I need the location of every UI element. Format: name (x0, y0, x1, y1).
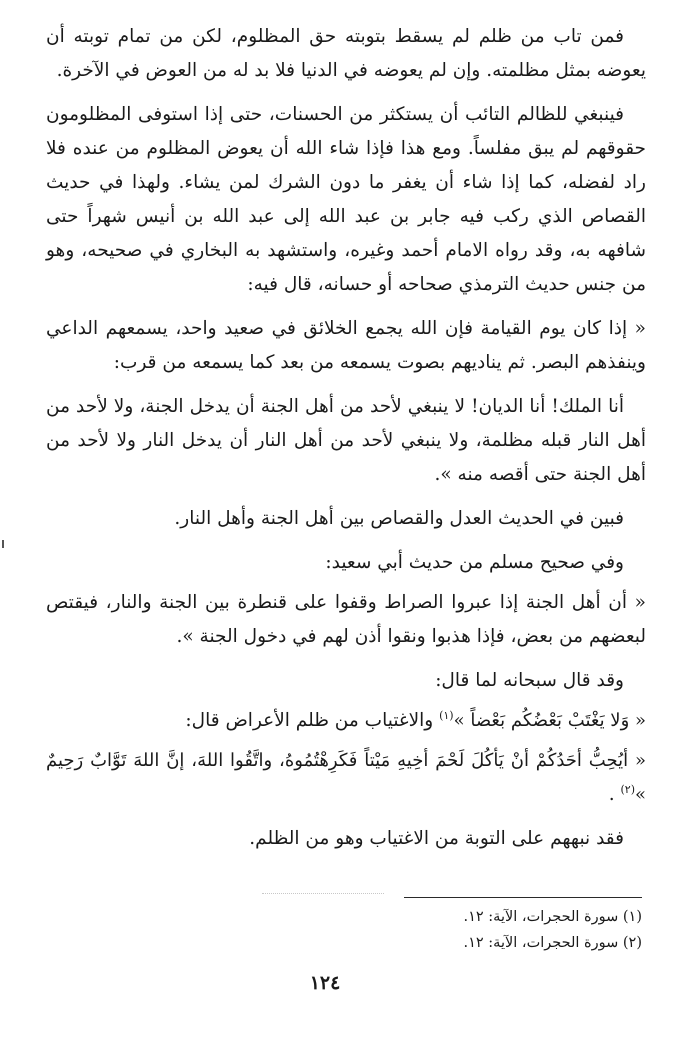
paragraph-text: وقد قال سبحانه لما قال: (435, 670, 624, 691)
footnote-ref-2: (٢) (620, 782, 635, 796)
footnote-2: (٢) سورة الحجرات، الآية: ١٢. (463, 935, 642, 951)
footnote-1: (١) سورة الحجرات، الآية: ١٢. (463, 909, 642, 925)
paragraph-text: فينبغي للظالم التائب أن يستكثر من الحسنات، حتى إذا استوفى المظلومون حقوقهم لم يبق مفلساً. ومع هذا فإذا شاء الله أن يعوض المظلوم من عنده فلا راد لفضله، كما إذا شاء أن يغفر ما دون الشرك لمن يشاء. ولهذا في حديث القصاص الذي ركب فيه جابر بن عبد الله إلى عبد الله بن أنيس شهراً حتى شافهه به، وقد رواه الامام أحمد وغيره، واستشهد به البخاري في صحيحه، وهو من جنس حديث الترمذي صحاحه أو حسانه، قال فيه: (46, 104, 646, 295)
paragraph-text: وفي صحيح مسلم من حديث أبي سعيد: (325, 552, 624, 573)
paragraph-text: أنا الملك! أنا الديان! لا ينبغي لأحد من أهل الجنة أن يدخل الجنة، ولا لأحد من أهل النار قبله مظلمة، ولا ينبغي لأحد من أهل النار أن يدخل النار ولا لأحد من أهل الجنة حتى أقصه منه ». (46, 396, 646, 485)
page-number: ١٢٤ (309, 972, 341, 994)
paragraph-conclusion (46, 822, 646, 856)
paragraph-justice (46, 502, 646, 536)
hadith-quote-bridge (46, 586, 646, 654)
paragraph-repentance (46, 20, 646, 88)
paragraph-text: « أن أهل الجنة إذا عبروا الصراط وقفوا على قنطرة بين الجنة والنار، فيقتص لبعضهم من بعض، فإذا هذبوا ونقوا أذن لهم في دخول الجنة ». (46, 592, 646, 647)
paragraph-good-deeds (46, 98, 646, 302)
footnote-divider (404, 897, 642, 898)
paragraph-text: فقد نبههم على التوبة من الاغتياب وهو من الظلم. (249, 828, 624, 849)
quran-verse-backbiting (46, 704, 646, 738)
hadith-quote-body (46, 390, 646, 492)
paragraph-text: فبين في الحديث العدل والقصاص بين أهل الجنة وأهل النار. (174, 508, 624, 529)
footnote-ref-1: (١) (439, 708, 454, 722)
paragraph-text: والاغتياب من ظلم الأعراض قال: (185, 710, 440, 731)
paragraph-quran-intro (46, 664, 646, 698)
paragraph-muslim-intro (46, 546, 646, 580)
verse-text: « وَلا يَغْتَبْ بَعْضُكُم بَعْضاً » (453, 710, 646, 731)
verse-text: « أيُحِبُّ أحَدُكُمْ أنْ يَأكُلَ لَحْمَ أخِيهِ مَيْتاً فَكَرِهْتُمُوهُ، واتَّقُوا اللهَ، إنَّ اللهَ تَوَّابٌ رَحِيمٌ » (46, 750, 646, 805)
footnotes (360, 904, 642, 956)
paragraph-text: فمن تاب من ظلم لم يسقط بتوبته حق المظلوم، لكن من تمام توبته أن يعوضه بمثل مظلمته. وإن لم يعوضه في الدنيا فلا بد له من العوض في الآخرة. (46, 26, 646, 81)
faint-divider (262, 893, 384, 894)
paragraph-text: « إذا كان يوم القيامة فإن الله يجمع الخلائق في صعيد واحد، يسمعهم الداعي وينفذهم البصر. ثم يناديهم بصوت يسمعه من بعد كما يسمعه من قرب: (46, 318, 646, 373)
margin-mark (2, 540, 4, 548)
paragraph-text: . (608, 784, 621, 805)
quran-verse-flesh (46, 744, 646, 812)
page-body (46, 20, 646, 866)
hadith-quote-intro (46, 312, 646, 380)
